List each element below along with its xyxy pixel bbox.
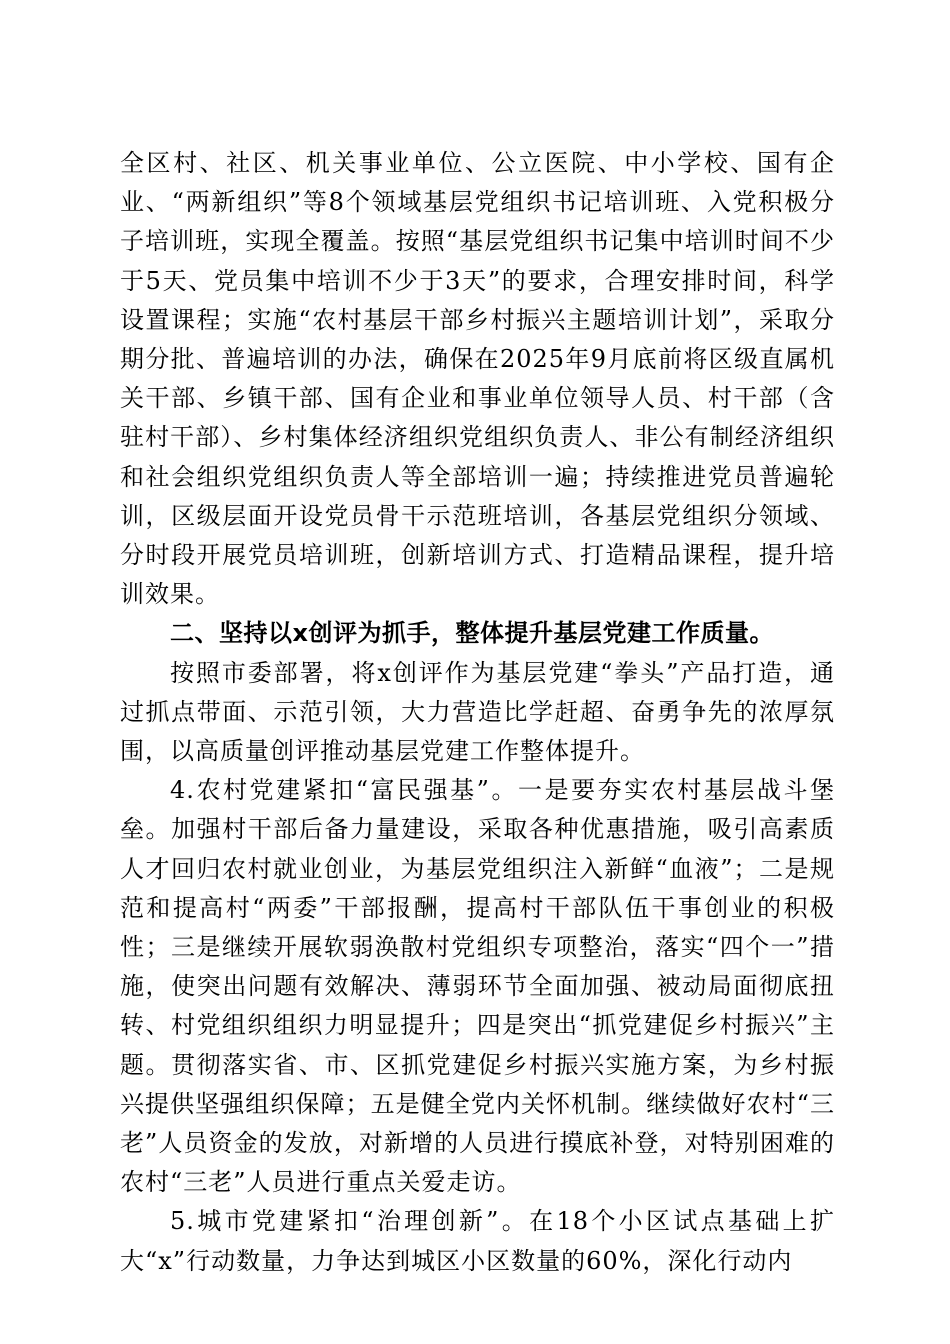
document-body <box>120 144 835 1281</box>
section-heading-two: 二、坚持以x创评为抓手，整体提升基层党建工作质量。 <box>170 619 774 648</box>
paragraph-training-coverage: 全区村、社区、机关事业单位、公立医院、中小学校、国有企业、“两新组织”等8个领域基层党组织书记培训班、入党积极分子培训班，实现全覆盖。按照“基层党组织书记集中培训时间不少于5天、党员集中培训不少于3天”的要求，合理安排时间，科学设置课程；实施“农村基层干部乡村振兴主题培训计划”，采取分期分批、普遍培训的办法，确保在2025年9月底前将区级直属机关干部、乡镇干部、国有企业和事业单位领导人员、村干部（含驻村干部）、乡村集体经济组织党组织负责人、非公有制经济组织和社会组织党组织负责人等全部培训一遍；持续推进党员普遍轮训，区级层面开设党员骨干示范班培训，各基层党组织分领域、分时段开展党员培训班，创新培训方式、打造精品课程，提升培训效果。 <box>120 149 835 609</box>
paragraph-urban-party-building: 5.城市党建紧扣“治理创新”。在18个小区试点基础上扩大“x”行动数量，力争达到城区小区数量的60%，深化行动内 <box>120 1207 835 1275</box>
paragraph-section-intro: 按照市委部署，将x创评作为基层党建“拳头”产品打造，通过抓点带面、示范引领，大力营造比学赶超、奋勇争先的浓厚氛围，以高质量创评推动基层党建工作整体提升。 <box>120 658 835 766</box>
paragraph-rural-party-building: 4.农村党建紧扣“富民强基”。一是要夯实农村基层战斗堡垒。加强村干部后备力量建设，采取各种优惠措施，吸引高素质人才回归农村就业创业，为基层党组织注入新鲜“血液”；二是规范和提高村“两委”干部报酬，提高村干部队伍干事创业的积极性；三是继续开展软弱涣散村党组织专项整治，落实“四个一”措施，使突出问题有效解决、薄弱环节全面加强、被动局面彻底扭转、村党组织组织力明显提升；四是突出“抓党建促乡村振兴”主题。贯彻落实省、市、区抓党建促乡村振兴实施方案，为乡村振兴提供坚强组织保障；五是健全党内关怀机制。继续做好农村“三老”人员资金的发放，对新增的人员进行摸底补登，对特别困难的农村“三老”人员进行重点关爱走访。 <box>120 776 835 1197</box>
